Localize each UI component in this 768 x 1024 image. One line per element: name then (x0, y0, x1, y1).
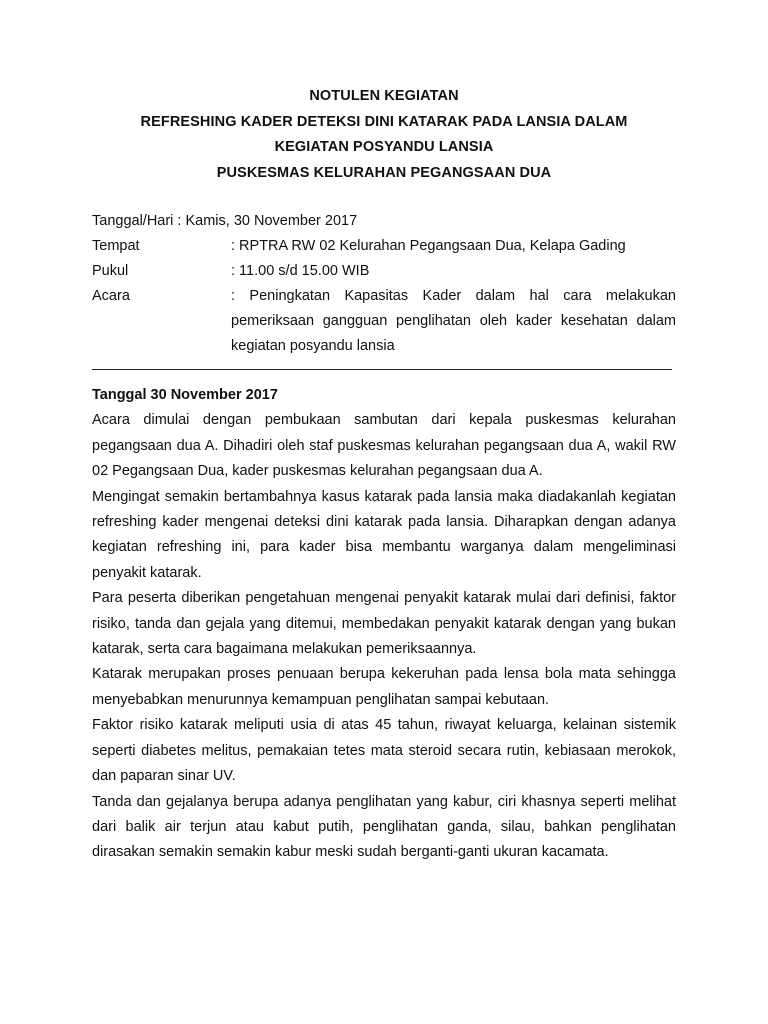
date-label: Tanggal/Hari (92, 213, 174, 229)
title-line-2: REFRESHING KADER DETEKSI DINI KATARAK PADA LANSIA DALAM (140, 113, 628, 130)
section-divider (92, 369, 672, 370)
event-value: : Peningkatan Kapasitas Kader dalam hal cara melakukan pemeriksaan gangguan penglihatan oleh kader kesehatan dalam kegiatan posyandu lansia (231, 288, 676, 354)
meta-row-place (92, 234, 676, 259)
paragraph: Faktor risiko katarak meliputi usia di atas 45 tahun, riwayat keluarga, kelainan sistemik seperti diabetes melitus, pemakaian tetes mata steroid secara rutin, kebiasaan merokok, dan paparan sinar UV. (92, 717, 676, 785)
time-label: Pukul (92, 263, 129, 279)
meta-row-time (92, 259, 676, 284)
paragraph: Tanda dan gejalanya berupa adanya penglihatan yang kabur, ciri khasnya seperti melihat dari balik air terjun atau kabut putih, penglihatan ganda, silau, bahkan penglihatan dirasakan semakin semakin kabur meski sudah berganti-ganti ukuran kacamata. (92, 793, 676, 861)
date-heading: Tanggal 30 November 2017 (92, 387, 278, 403)
place-value: : RPTRA RW 02 Kelurahan Pegangsaan Dua, Kelapa Gading (231, 238, 626, 254)
title-line-1: NOTULEN KEGIATAN (309, 88, 459, 104)
paragraph: Para peserta diberikan pengetahuan mengenai penyakit katarak mulai dari definisi, faktor risiko, tanda dan gejala yang ditemui, membedakan penyakit katarak dengan yang bukan katarak, serta cara bagaimana melakukan pemeriksaannya. (92, 590, 676, 658)
meta-row-event (92, 284, 676, 359)
paragraph: Acara dimulai dengan pembukaan sambutan dari kepala puskesmas kelurahan pegangsaan dua A. Dihadiri oleh staf puskesmas kelurahan pegangsaan dua A, wakil RW 02 Pegangsaan Dua, kader puskesmas kelurahan pegangsaan dua A. (92, 412, 676, 480)
meta-row-date (92, 209, 676, 234)
date-value: : Kamis, 30 November 2017 (177, 213, 358, 229)
title-line-4: PUSKESMAS KELURAHAN PEGANGSAAN DUA (216, 164, 552, 181)
meeting-details (92, 209, 676, 359)
paragraph: Mengingat semakin bertambahnya kasus katarak pada lansia maka diadakanlah kegiatan refreshing kader mengenai deteksi dini katarak pada lansia. Diharapkan dengan adanya kegiatan refreshing ini, para kader bisa membantu warganya dalam mengeliminasi penyakit katarak. (92, 488, 676, 581)
paragraph: Katarak merupakan proses penuaan berupa kekeruhan pada lensa bola mata sehingga menyebabkan menurunnya kemampuan penglihatan sampai kebutaan. (92, 666, 676, 708)
document-title (92, 84, 676, 186)
place-label: Tempat (92, 238, 140, 254)
time-value: : 11.00 s/d 15.00 WIB (231, 263, 370, 279)
title-line-3: KEGIATAN POSYANDU LANSIA (274, 139, 494, 155)
minutes-body (92, 383, 676, 866)
event-label: Acara (92, 288, 130, 304)
